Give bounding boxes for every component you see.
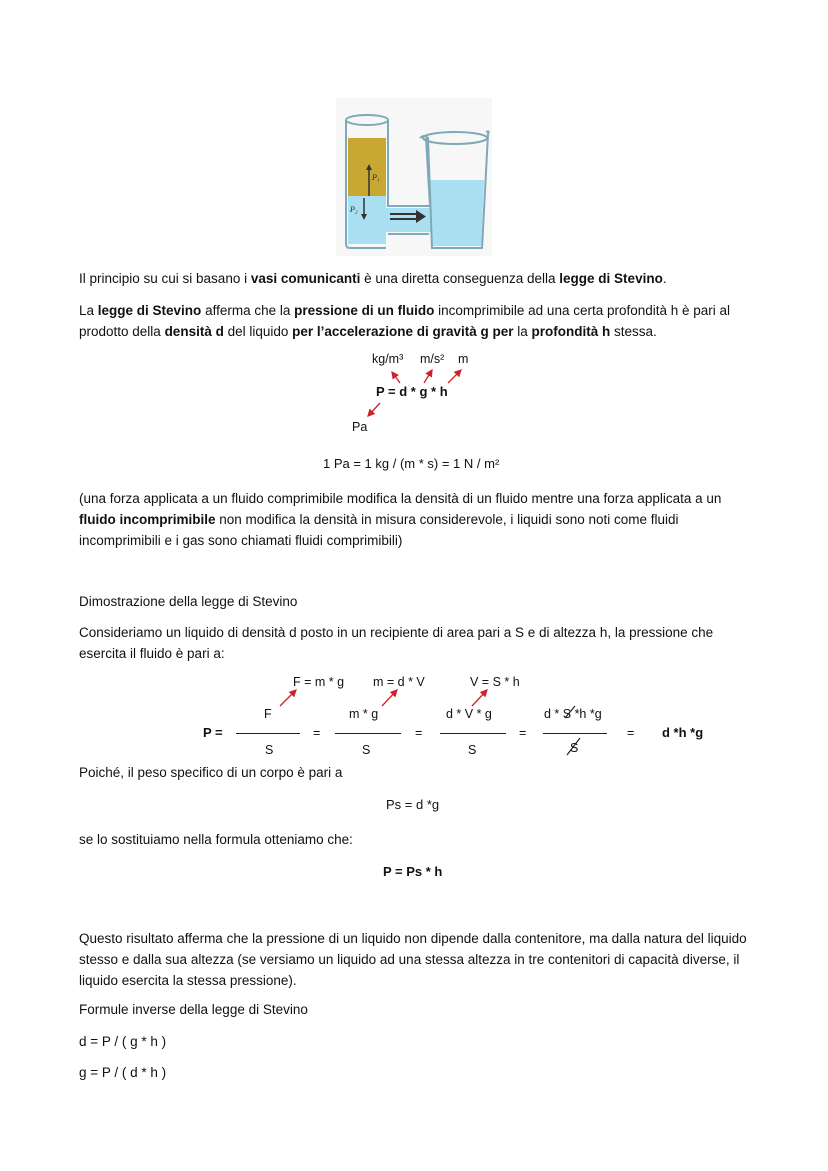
label-p2: P₂ <box>350 205 358 214</box>
specific-weight-text: Poiché, il peso specifico di un corpo è pari a <box>79 765 343 780</box>
final-formula: P = Ps * h <box>383 864 443 879</box>
law-paragraph: La legge di Stevino afferma che la pressione di un fluido incomprimibile ad una certa profondità h è pari al prodotto della densità d del liquido per l’accelerazione di gravità g per la profondità h stessa. <box>79 303 731 339</box>
frac3-num: d * V * g <box>446 707 492 721</box>
inverse-g: g = P / ( d * h ) <box>79 1065 167 1080</box>
frac2-num: m * g <box>349 707 379 721</box>
demo-intro: Consideriamo un liquido di densità d posto in un recipiente di area pari a S e di altezza h, la pressione che esercita il fluido è pari a: <box>79 625 714 661</box>
stevin-formula: P = d * g * h <box>376 384 448 399</box>
hint-force: F = m * g <box>293 675 345 689</box>
frac4-den: S <box>570 741 579 755</box>
frac1-num: F <box>264 707 272 721</box>
eq-2: = <box>415 726 423 740</box>
eq-1: = <box>313 726 321 740</box>
frac3-den: S <box>468 743 477 757</box>
eq-3: = <box>519 726 527 740</box>
frac1-den: S <box>265 743 274 757</box>
unit-density: kg/m³ <box>372 352 404 366</box>
substitute-text: se lo sostituiamo nella formula otteniamo che: <box>79 832 353 847</box>
pascal-definition: 1 Pa = 1 kg / (m * s) = 1 N / m² <box>323 456 500 471</box>
inverse-title: Formule inverse della legge di Stevino <box>79 1002 308 1017</box>
label-p1: P₁ <box>372 173 380 182</box>
unit-gravity: m/s² <box>420 352 445 366</box>
frac4-num: d * S *h *g <box>544 707 602 721</box>
hint-volume: V = S * h <box>470 675 520 689</box>
eq-4: = <box>627 726 635 740</box>
ps-formula: Ps = d *g <box>386 797 440 812</box>
derivation-lhs: P = <box>203 725 223 740</box>
unit-height: m <box>458 352 469 366</box>
intro-paragraph: Il principio su cui si basano i vasi comunicanti è una diretta conseguenza della legge di Stevino. <box>79 271 667 286</box>
hint-mass: m = d * V <box>373 675 425 689</box>
frac2-den: S <box>362 743 371 757</box>
derivation-result: d *h *g <box>662 725 704 740</box>
conclusion-paragraph: Questo risultato afferma che la pressione di un liquido non dipende dalla contenitore, ma dalla natura del liquido stesso e dalla sua altezza (se versiamo un liquido ad una stessa altezza in tre contenitori di capacità diverse, il liquido esercita la stessa pressione). <box>79 931 747 988</box>
demo-title: Dimostrazione della legge di Stevino <box>79 594 298 609</box>
inverse-d: d = P / ( g * h ) <box>79 1034 167 1049</box>
note-paragraph: (una forza applicata a un fluido comprimibile modifica la densità di un fluido mentre una forza applicata a un fluido incomprimibile non modifica la densità in misura considerevole, i liquidi sono noti come fluidi incomprimibili e i gas sono chiamati fluidi comprimibili) <box>79 491 722 548</box>
unit-pressure: Pa <box>352 420 368 434</box>
